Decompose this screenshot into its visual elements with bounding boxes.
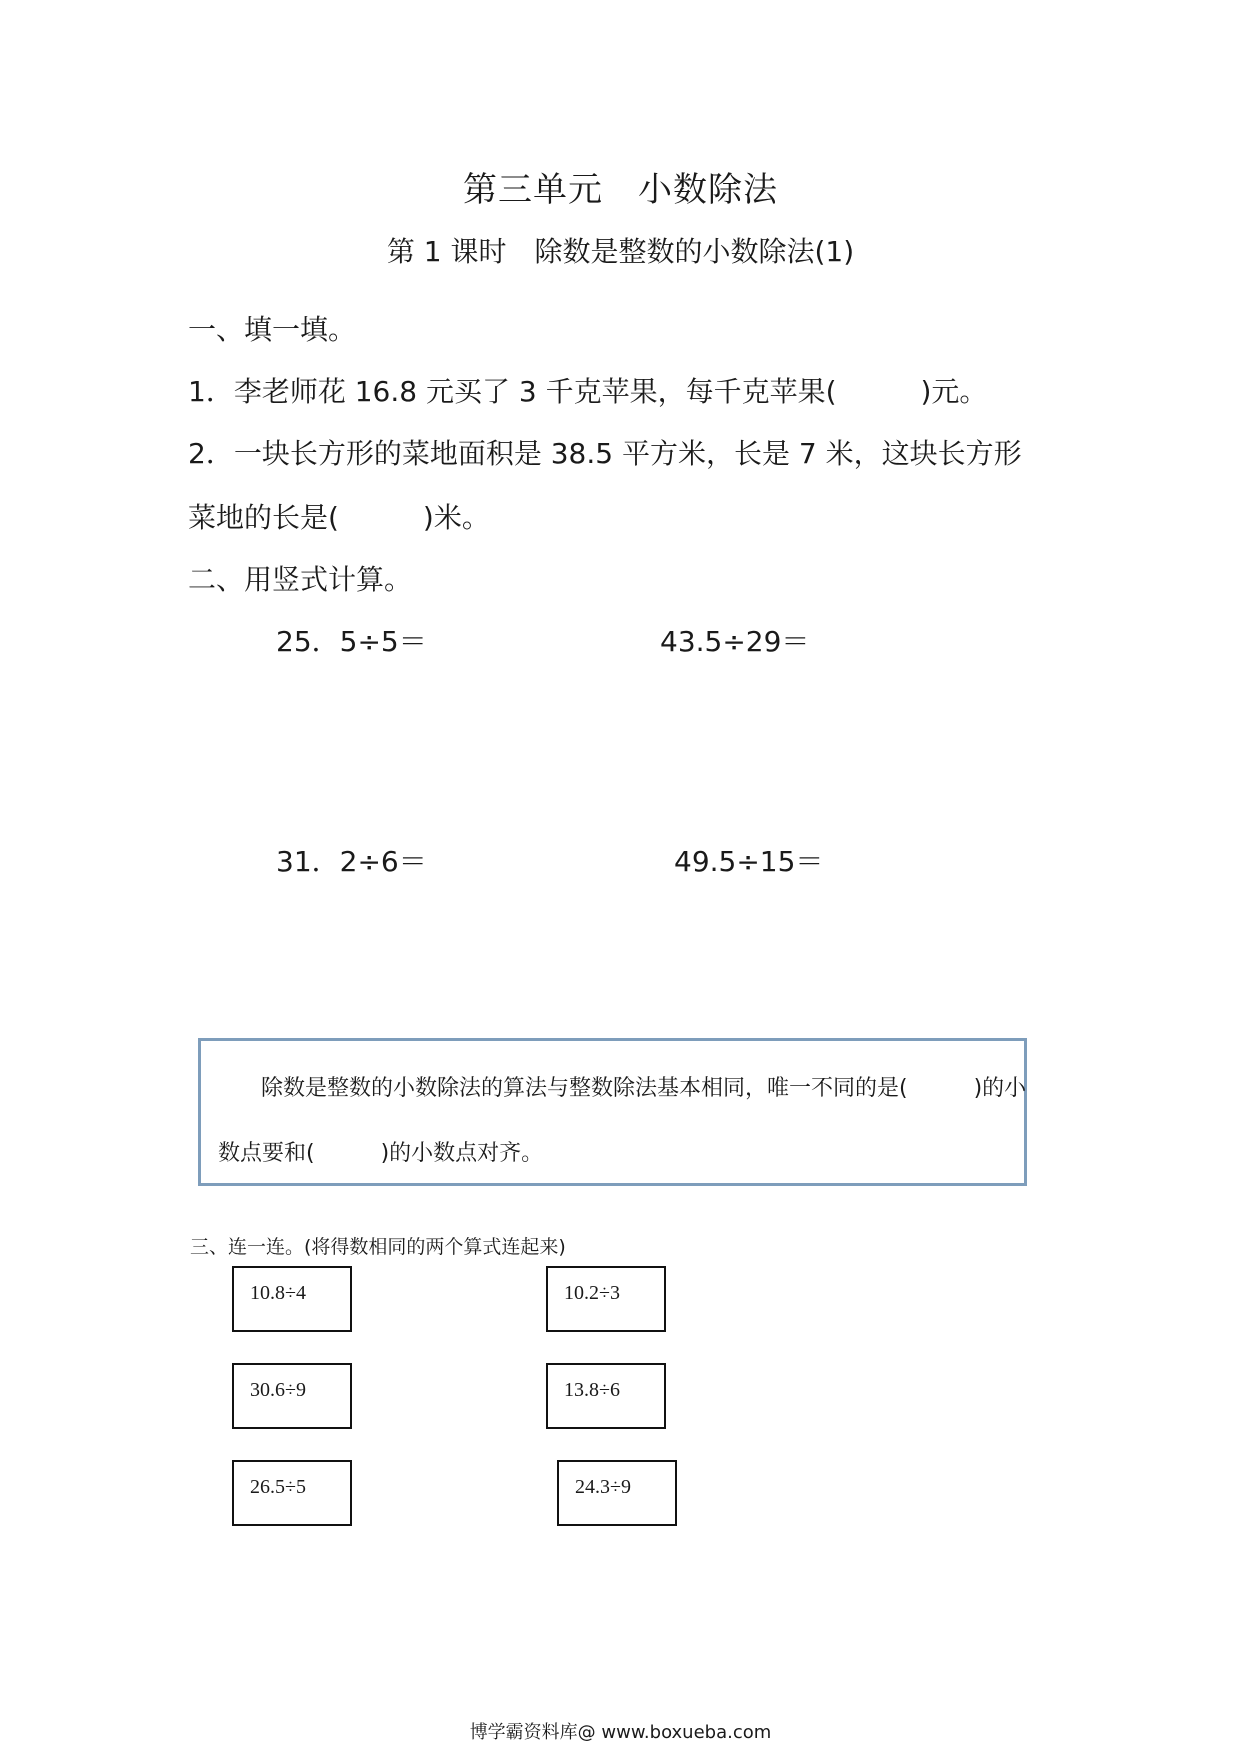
section1-heading: 一、填一填。: [188, 313, 357, 346]
page-title: 第三单元 小数除法: [463, 170, 778, 210]
tip-line-2: 数点要和( )的小数点对齐。: [218, 1141, 544, 1166]
section2-heading: 二、用竖式计算。: [188, 563, 413, 596]
calc-problem: 49.5÷15＝: [674, 845, 824, 878]
match-left-box[interactable]: 26.5÷5: [232, 1460, 352, 1526]
question-1: 1．李老师花 16.8 元买了 3 千克苹果，每千克苹果( )元。: [188, 375, 988, 408]
lesson-subtitle: 第 1 课时 除数是整数的小数除法(1): [386, 235, 855, 268]
match-right-box[interactable]: 10.2÷3: [546, 1266, 666, 1332]
match-left-box[interactable]: 30.6÷9: [232, 1363, 352, 1429]
match-left-box[interactable]: 10.8÷4: [232, 1266, 352, 1332]
tip-box: [198, 1038, 1027, 1186]
match-right-box[interactable]: 13.8÷6: [546, 1363, 666, 1429]
calc-problem: 31．2÷6＝: [276, 845, 427, 878]
calc-problem: 25．5÷5＝: [276, 625, 427, 658]
question-2-line2: 菜地的长是( )米。: [188, 501, 490, 534]
tip-line-1: 除数是整数的小数除法的算法与整数除法基本相同，唯一不同的是( )的小: [261, 1076, 1027, 1101]
match-right-box[interactable]: 24.3÷9: [557, 1460, 677, 1526]
question-2-line1: 2．一块长方形的菜地面积是 38.5 平方米，长是 7 米，这块长方形: [188, 437, 1022, 470]
section3-heading: 三、连一连。(将得数相同的两个算式连起来): [190, 1236, 566, 1258]
footer-watermark: 博学霸资料库@ www.boxueba.com: [469, 1722, 772, 1743]
calc-problem: 43.5÷29＝: [660, 625, 810, 658]
